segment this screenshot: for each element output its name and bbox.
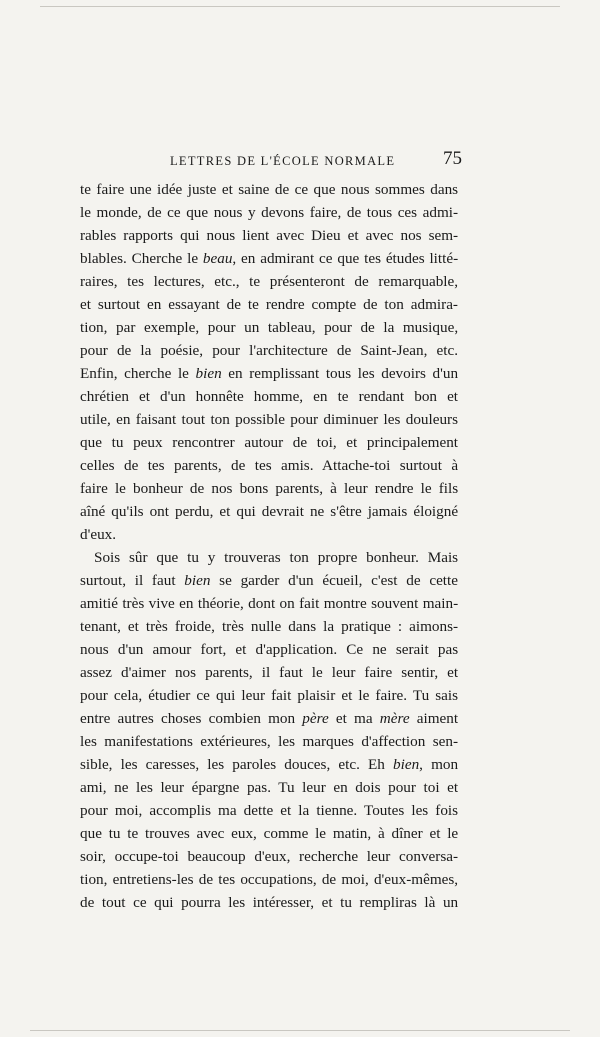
text-line: nous d'un amour fort, et d'application. Ce ne serait pas: [80, 641, 458, 658]
text-line: pour cela, étudier ce qui leur fait plaisir et le faire. Tu sais: [80, 687, 458, 704]
text-line: et surtout en essayant de te rendre compte de ton admira-: [80, 296, 458, 313]
text-line: soir, occupe-toi beaucoup d'eux, recherche leur conversa-: [80, 848, 458, 865]
text-line: chrétien et d'un honnête homme, en te rendant bon et: [80, 388, 458, 405]
text-line: d'eux.: [80, 526, 117, 543]
text-line: tion, par exemple, pour un tableau, pour de la musique,: [80, 319, 458, 336]
text-line: blables. Cherche le beau, en admirant ce que tes études litté-: [80, 250, 458, 267]
page-header: [150, 148, 462, 172]
text-line: assez d'aimer nos parents, il faut le leur faire sentir, et: [80, 664, 458, 681]
running-title: LETTRES DE L'ÉCOLE NORMALE: [170, 154, 396, 168]
text-line: que tu peux rencontrer autour de toi, et principalement: [80, 434, 458, 451]
text-line: surtout, il faut bien se garder d'un écueil, c'est de cette: [80, 572, 458, 589]
body-text: [80, 178, 458, 914]
text-line: pour de la poésie, pour l'architecture de Saint-Jean, etc.: [80, 342, 458, 359]
text-line: celles de tes parents, de tes amis. Attache-toi surtout à: [80, 457, 458, 474]
text-line: faire le bonheur de nos bons parents, à leur rendre le fils: [80, 480, 458, 497]
text-line: amitié très vive en théorie, dont on fait montre souvent main-: [80, 595, 458, 612]
text-line: Enfin, cherche le bien en remplissant tous les devoirs d'un: [80, 365, 458, 382]
text-line: ami, ne les leur épargne pas. Tu leur en dois pour toi et: [80, 779, 458, 796]
text-line: le monde, de ce que nous y devons faire, de tous ces admi-: [80, 204, 458, 221]
text-line: raires, tes lectures, etc., te présenteront de remarquable,: [80, 273, 458, 290]
page-top-edge: [40, 6, 560, 7]
text-line: tion, entretiens-les de tes occupations, de moi, d'eux-mêmes,: [80, 871, 458, 888]
text-line: Sois sûr que tu y trouveras ton propre bonheur. Mais: [94, 549, 458, 566]
text-line: que tu te trouves avec eux, comme le matin, à dîner et le: [80, 825, 458, 842]
text-line: sible, les caresses, les paroles douces, etc. Eh bien, mon: [80, 756, 458, 773]
text-line: de tout ce qui pourra les intéresser, et tu rempliras là un: [80, 894, 458, 911]
text-line: rables rapports qui nous lient avec Dieu et avec nos sem-: [80, 227, 458, 244]
text-line: aîné qu'ils ont perdu, et qui devrait ne s'être jamais éloigné: [80, 503, 458, 520]
text-line: pour moi, accomplis ma dette et la tienne. Toutes les fois: [80, 802, 458, 819]
text-line: tenant, et très froide, très nulle dans la pratique : aimons-: [80, 618, 458, 635]
text-line: te faire une idée juste et saine de ce que nous sommes dans: [80, 181, 458, 198]
text-line: entre autres choses combien mon père et ma mère aiment: [80, 710, 458, 727]
text-line: les manifestations extérieures, les marques d'affection sen-: [80, 733, 458, 750]
page-number: 75: [443, 148, 462, 169]
page-bottom-edge: [30, 1030, 570, 1031]
text-line: utile, en faisant tout ton possible pour diminuer les douleurs: [80, 411, 458, 428]
